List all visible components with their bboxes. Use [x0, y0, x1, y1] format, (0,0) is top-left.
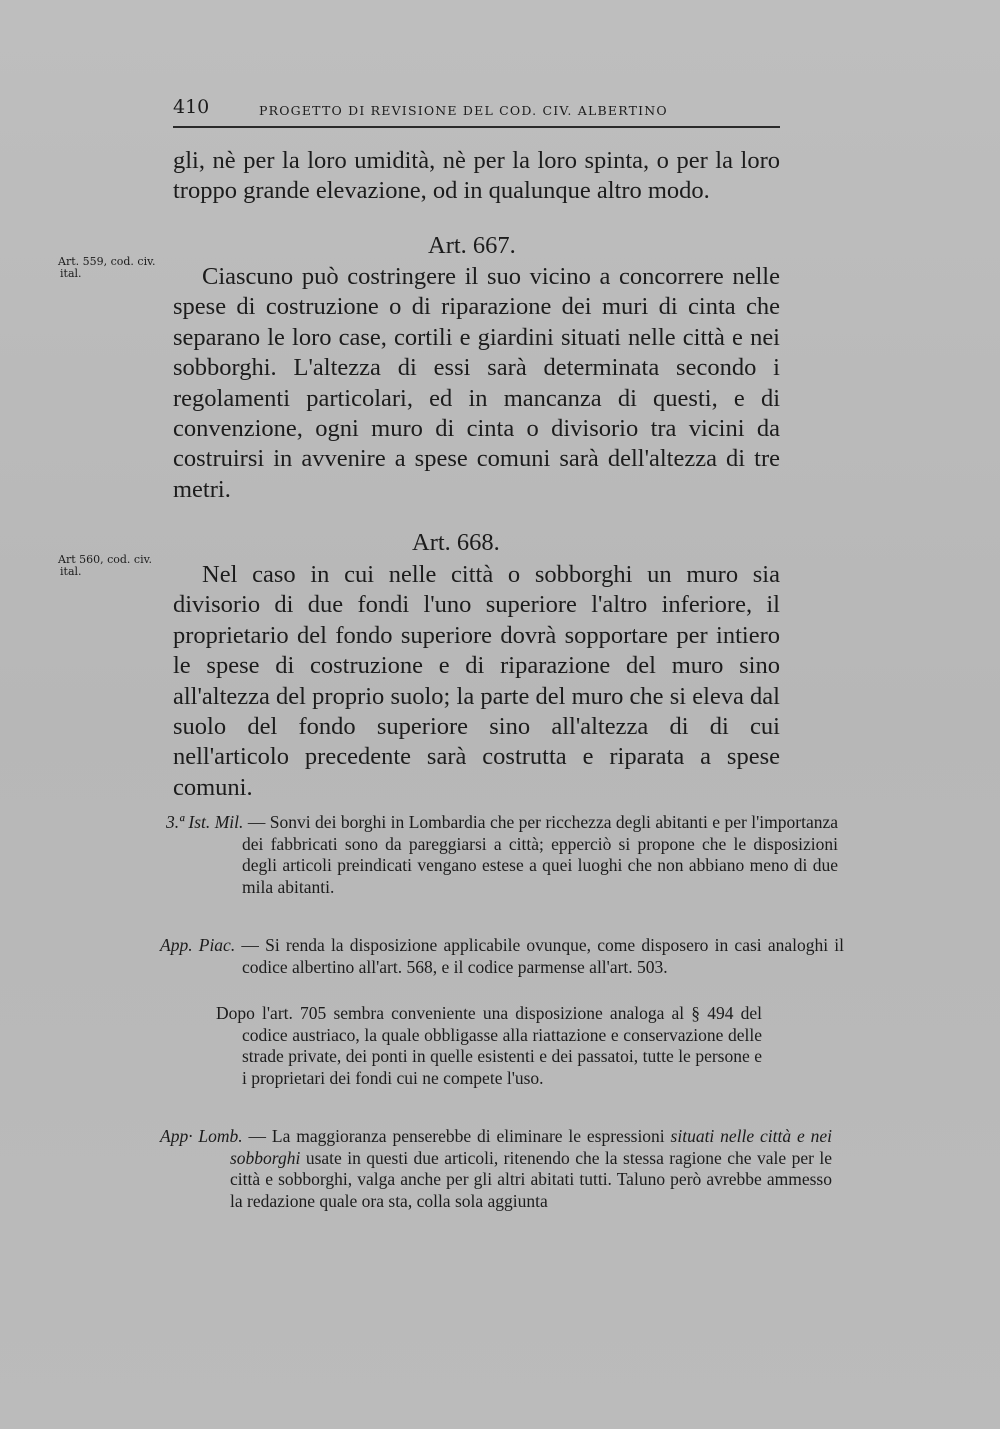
article-667-text: Ciascuno può costringere il suo vicino a concorrere nelle spese di costruzione o di riparazione dei muri di cinta che separano le loro case, cortili e giardini situati nelle città e nei sobborghi. L'altezza di essi sarà determinata secondo i regolamenti particolari, ed in mancanza di questi, e di convenzione, ogni muro di cinta o divisorio tra vicini da costruirsi in avvenire a spese comuni sarà dell'altezza di tre metri. [173, 263, 780, 503]
note-text: — Si renda la disposizione applicabile ovunque, come disposero in casi analoghi il codice albertino all'art. 568, e il codice parmense all'art. 503. [241, 935, 845, 977]
note-text: — La maggioranza penserebbe di eliminare le espressioni [248, 1126, 665, 1146]
margin-note-line: Art 560, cod. civ. [58, 553, 153, 566]
article-668-heading: Art. 668. [412, 529, 500, 556]
note-text: — Sonvi dei borghi in Lombardia che per ricchezza degli abitanti e per l'importanza dei fabbricati sono da pareggiarsi a città; epperciò si propone che le disposizioni degli articoli preindicati vengano estese a quei luoghi che non abbiano meno di due mila abitanti. [242, 812, 838, 897]
page-header [173, 96, 780, 128]
note-app-piac [160, 935, 844, 978]
note-text: Dopo l'art. 705 sembra conveniente una disposizione analoga al § 494 del codice austriaco, la quale obbligasse alla riattazione e conservazione delle strade private, dei ponti in quelle esistenti e dei passatoi, tutte le persone e i proprietari dei fondi cui ne compete l'uso. [216, 1003, 762, 1088]
note-text: usate in questi due articoli, ritenendo che la stessa ragione che vale per le città e sobborghi, valga anche per gli altri abitati tutti. Taluno però avrebbe ammesso la redazione quale ora sta, colla sola aggiunta [230, 1147, 832, 1211]
note-ist-mil [166, 812, 838, 898]
article-668-margin-note [58, 554, 152, 578]
margin-note-line: ital. [60, 565, 82, 578]
note-text-italic: situati nelle città e nei sobborghi [230, 1126, 832, 1168]
margin-note-line: ital. [60, 267, 82, 280]
article-667-heading: Art. 667. [428, 232, 516, 259]
note-label: App· Lomb. [160, 1126, 243, 1146]
margin-note-line: Art. 559, cod. civ. [58, 255, 156, 268]
article-667-margin-note [58, 256, 156, 280]
note-label: 3.ª Ist. Mil. [166, 812, 244, 832]
continuation-paragraph: gli, nè per la loro umidità, nè per la loro spinta, o per la loro troppo grande elevazione, od in qualunque altro modo. [173, 147, 780, 205]
note-label: App. Piac. [160, 935, 236, 955]
note-dopo-art-705 [216, 1003, 762, 1089]
page-number: 410 [173, 96, 210, 118]
running-head: PROGETTO DI REVISIONE DEL COD. CIV. ALBERTINO [259, 103, 668, 118]
article-668-text: Nel caso in cui nelle città o sobborghi un muro sia divisorio di due fondi l'uno superiore l'altro inferiore, il proprietario del fondo superiore dovrà sopportare per intiero le spese di costruzione e di riparazione del muro sino all'altezza del proprio suolo; la parte del muro che si eleva dal suolo del fondo superiore sino all'altezza di di cui nell'articolo precedente sarà costrutta e riparata a spese comuni. [173, 561, 780, 801]
note-app-lomb [160, 1126, 832, 1212]
